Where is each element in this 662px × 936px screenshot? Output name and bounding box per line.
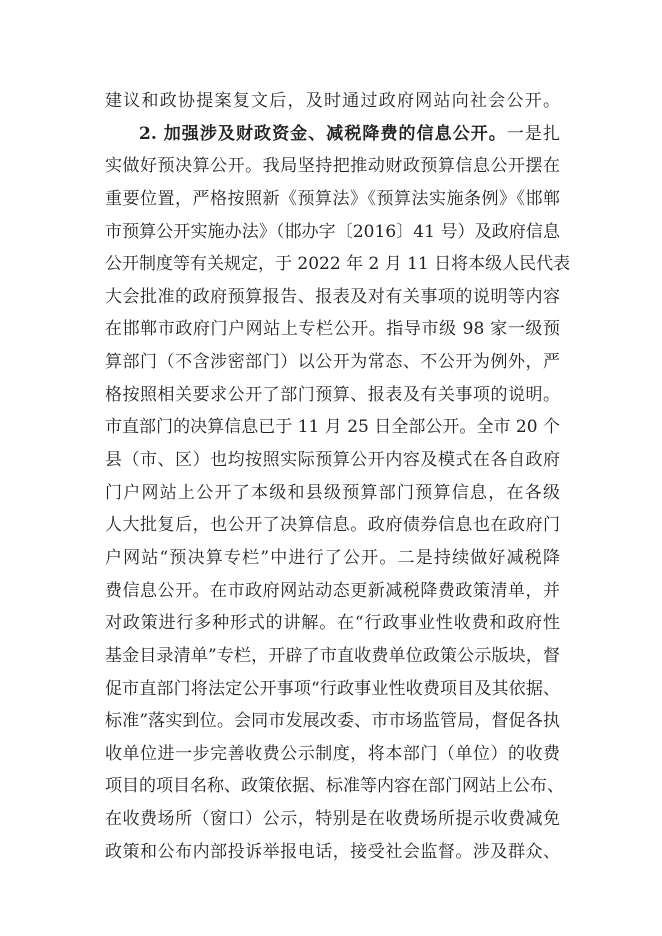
text-line: 在收费场所（窗口）公示，特别是在收费场所提示收费减免: [105, 809, 560, 830]
text-line: 实做好预决算公开。我局坚持把推动财政预算信息公开摆在: [105, 156, 560, 177]
text-line: 县（市、区）也均按照实际预算公开内容及模式在各自政府: [105, 450, 560, 471]
text-line: 门户网站上公开了本级和县级预算部门预算信息，在各级: [105, 482, 560, 503]
text-line: 在邯郸市政府门户网站上专栏公开。指导市级 98 家一级预: [105, 319, 560, 340]
text-line: 市预算公开实施办法》（邯办字〔2016〕41 号）及政府信息: [105, 221, 560, 242]
text-line: 收单位进一步完善收费公示制度，将本部门（单位）的收费: [105, 743, 560, 764]
text-line: 人大批复后，也公开了决算信息。政府债券信息也在政府门: [105, 515, 560, 536]
text-line: 公开制度等有关规定，于 2022 年 2 月 11 日将本级人民代表: [105, 254, 571, 275]
text-line: 格按照相关要求公开了部门预算、报表及有关事项的说明。: [105, 384, 560, 405]
text-span: 一是扎: [506, 123, 560, 144]
section-heading: 2. 加强涉及财政资金、减税降费的信息公开。: [139, 123, 507, 144]
text-line: 标准”落实到位。会同市发展改委、市市场监管局，督促各执: [105, 711, 560, 732]
text-line: 促市直部门将法定公开事项“行政事业性收费项目及其依据、: [105, 678, 560, 699]
text-line: 建议和政协提案复文后，及时通过政府网站向社会公开。: [105, 91, 560, 111]
text-line: 费信息公开。在市政府网站动态更新减税降费政策清单，并: [105, 580, 560, 601]
text-line: 项目的项目名称、政策依据、标准等内容在部门网站上公布、: [105, 776, 564, 797]
text-line: 重要位置，严格按照新《预算法》《预算法实施条例》《邯郸: [105, 188, 560, 209]
text-line: 算部门（不含涉密部门）以公开为常态、不公开为例外，严: [105, 352, 560, 373]
section-heading-line: [105, 118, 560, 151]
text-line: 政策和公布内部投诉举报电话，接受社会监督。涉及群众、: [105, 841, 560, 862]
text-line: 市直部门的决算信息已于 11 月 25 日全部公开。全市 20 个: [105, 417, 560, 438]
text-line: 对政策进行多种形式的讲解。在“行政事业性收费和政府性: [105, 613, 560, 634]
text-line: 基金目录清单”专栏，开辟了市直收费单位政策公示版块，督: [105, 645, 560, 666]
document-body: [105, 85, 571, 868]
text-line: 大会批准的政府预算报告、报表及对有关事项的说明等内容: [105, 286, 560, 307]
text-line: 户网站“预决算专栏”中进行了公开。二是持续做好减税降: [105, 547, 560, 568]
